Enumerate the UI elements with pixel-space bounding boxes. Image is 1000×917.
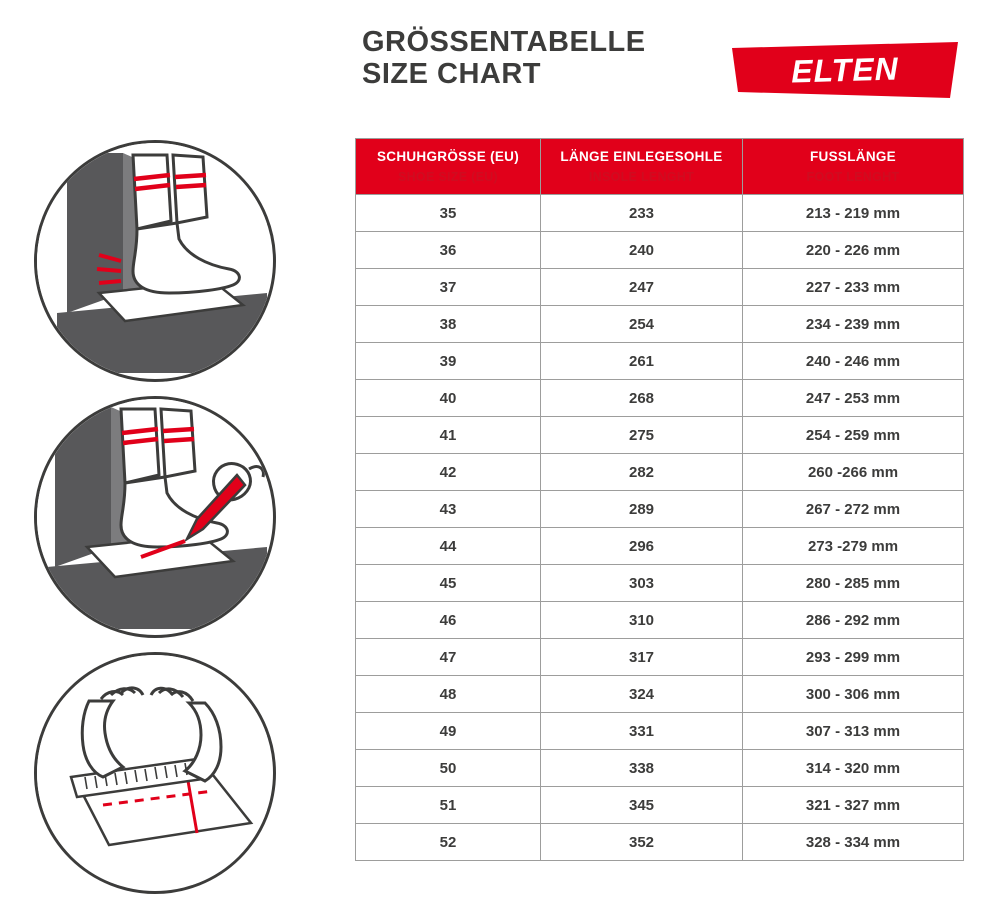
page-title <box>362 26 646 91</box>
table-row <box>356 491 964 528</box>
illustration-step-1-stand-against-wall <box>34 140 276 382</box>
table-head <box>356 139 964 195</box>
table-body <box>356 195 964 861</box>
cell-foot-length: 220 - 226 mm <box>743 232 964 269</box>
cell-foot-length: 300 - 306 mm <box>743 676 964 713</box>
cell-insole-length: 261 <box>541 343 743 380</box>
cell-shoe-size: 36 <box>356 232 541 269</box>
step-3-drawing <box>37 655 267 885</box>
table-row <box>356 454 964 491</box>
cell-insole-length: 282 <box>541 454 743 491</box>
cell-shoe-size: 45 <box>356 565 541 602</box>
cell-foot-length: 328 - 334 mm <box>743 824 964 861</box>
cell-foot-length: 314 - 320 mm <box>743 750 964 787</box>
column-header-foot-length-de: FUSSLÄNGE <box>810 149 896 164</box>
column-header-shoe-size <box>356 139 541 195</box>
column-header-insole-length-de: LÄNGE EINLEGESOHLE <box>560 149 723 164</box>
cell-shoe-size: 47 <box>356 639 541 676</box>
cell-foot-length: 227 - 233 mm <box>743 269 964 306</box>
column-header-shoe-size-en: SHOE SIZE (EU) <box>397 170 499 185</box>
column-header-foot-length <box>743 139 964 195</box>
illustration-column <box>34 140 294 908</box>
cell-shoe-size: 41 <box>356 417 541 454</box>
cell-shoe-size: 37 <box>356 269 541 306</box>
cell-insole-length: 338 <box>541 750 743 787</box>
cell-insole-length: 275 <box>541 417 743 454</box>
cell-shoe-size: 48 <box>356 676 541 713</box>
illustration-step-2-mark-heel-to-toe <box>34 396 276 638</box>
page-header <box>0 0 1000 130</box>
page-title-de: GRÖSSENTABELLE <box>362 26 646 58</box>
cell-foot-length: 267 - 272 mm <box>743 491 964 528</box>
table-row <box>356 565 964 602</box>
table-row <box>356 417 964 454</box>
cell-foot-length: 321 - 327 mm <box>743 787 964 824</box>
table-row <box>356 343 964 380</box>
cell-foot-length: 254 - 259 mm <box>743 417 964 454</box>
size-chart-table <box>355 138 964 861</box>
cell-insole-length: 240 <box>541 232 743 269</box>
cell-insole-length: 310 <box>541 602 743 639</box>
cell-foot-length: 247 - 253 mm <box>743 380 964 417</box>
cell-insole-length: 331 <box>541 713 743 750</box>
table-row <box>356 824 964 861</box>
table-row <box>356 676 964 713</box>
cell-foot-length: 213 - 219 mm <box>743 195 964 232</box>
cell-shoe-size: 44 <box>356 528 541 565</box>
cell-insole-length: 289 <box>541 491 743 528</box>
cell-shoe-size: 39 <box>356 343 541 380</box>
size-chart-table-wrap <box>355 138 963 861</box>
cell-foot-length: 280 - 285 mm <box>743 565 964 602</box>
cell-shoe-size: 46 <box>356 602 541 639</box>
table-row <box>356 232 964 269</box>
cell-shoe-size: 40 <box>356 380 541 417</box>
cell-shoe-size: 43 <box>356 491 541 528</box>
step-2-drawing <box>37 399 267 629</box>
column-header-foot-length-en: FOOT LENGHT <box>806 170 900 185</box>
cell-insole-length: 345 <box>541 787 743 824</box>
cell-shoe-size: 35 <box>356 195 541 232</box>
cell-foot-length: 293 - 299 mm <box>743 639 964 676</box>
column-header-shoe-size-de: SCHUHGRÖSSE (EU) <box>376 149 520 164</box>
cell-shoe-size: 49 <box>356 713 541 750</box>
table-row <box>356 306 964 343</box>
cell-insole-length: 247 <box>541 269 743 306</box>
cell-shoe-size: 51 <box>356 787 541 824</box>
cell-foot-length: 307 - 313 mm <box>743 713 964 750</box>
cell-insole-length: 352 <box>541 824 743 861</box>
cell-insole-length: 303 <box>541 565 743 602</box>
table-row <box>356 269 964 306</box>
cell-foot-length: 286 - 292 mm <box>743 602 964 639</box>
step-1-drawing <box>37 143 267 373</box>
elten-logo <box>732 42 958 98</box>
cell-foot-length: 260 -266 mm <box>743 454 964 491</box>
table-row <box>356 713 964 750</box>
table-row <box>356 195 964 232</box>
cell-foot-length: 273 -279 mm <box>743 528 964 565</box>
logo-text: ELTEN <box>790 50 900 89</box>
cell-insole-length: 254 <box>541 306 743 343</box>
cell-insole-length: 233 <box>541 195 743 232</box>
table-row <box>356 602 964 639</box>
table-row <box>356 750 964 787</box>
column-header-insole-length <box>541 139 743 195</box>
cell-insole-length: 268 <box>541 380 743 417</box>
table-row <box>356 528 964 565</box>
column-header-insole-length-en: INSOLE LENGHT <box>588 170 695 185</box>
illustration-step-3-measure-with-ruler <box>34 652 276 894</box>
cell-shoe-size: 50 <box>356 750 541 787</box>
cell-shoe-size: 52 <box>356 824 541 861</box>
cell-shoe-size: 42 <box>356 454 541 491</box>
page-title-en: SIZE CHART <box>362 58 541 91</box>
cell-shoe-size: 38 <box>356 306 541 343</box>
table-header-row <box>356 139 964 195</box>
cell-foot-length: 234 - 239 mm <box>743 306 964 343</box>
cell-insole-length: 317 <box>541 639 743 676</box>
cell-insole-length: 324 <box>541 676 743 713</box>
table-row <box>356 639 964 676</box>
cell-foot-length: 240 - 246 mm <box>743 343 964 380</box>
cell-insole-length: 296 <box>541 528 743 565</box>
table-row <box>356 380 964 417</box>
table-row <box>356 787 964 824</box>
